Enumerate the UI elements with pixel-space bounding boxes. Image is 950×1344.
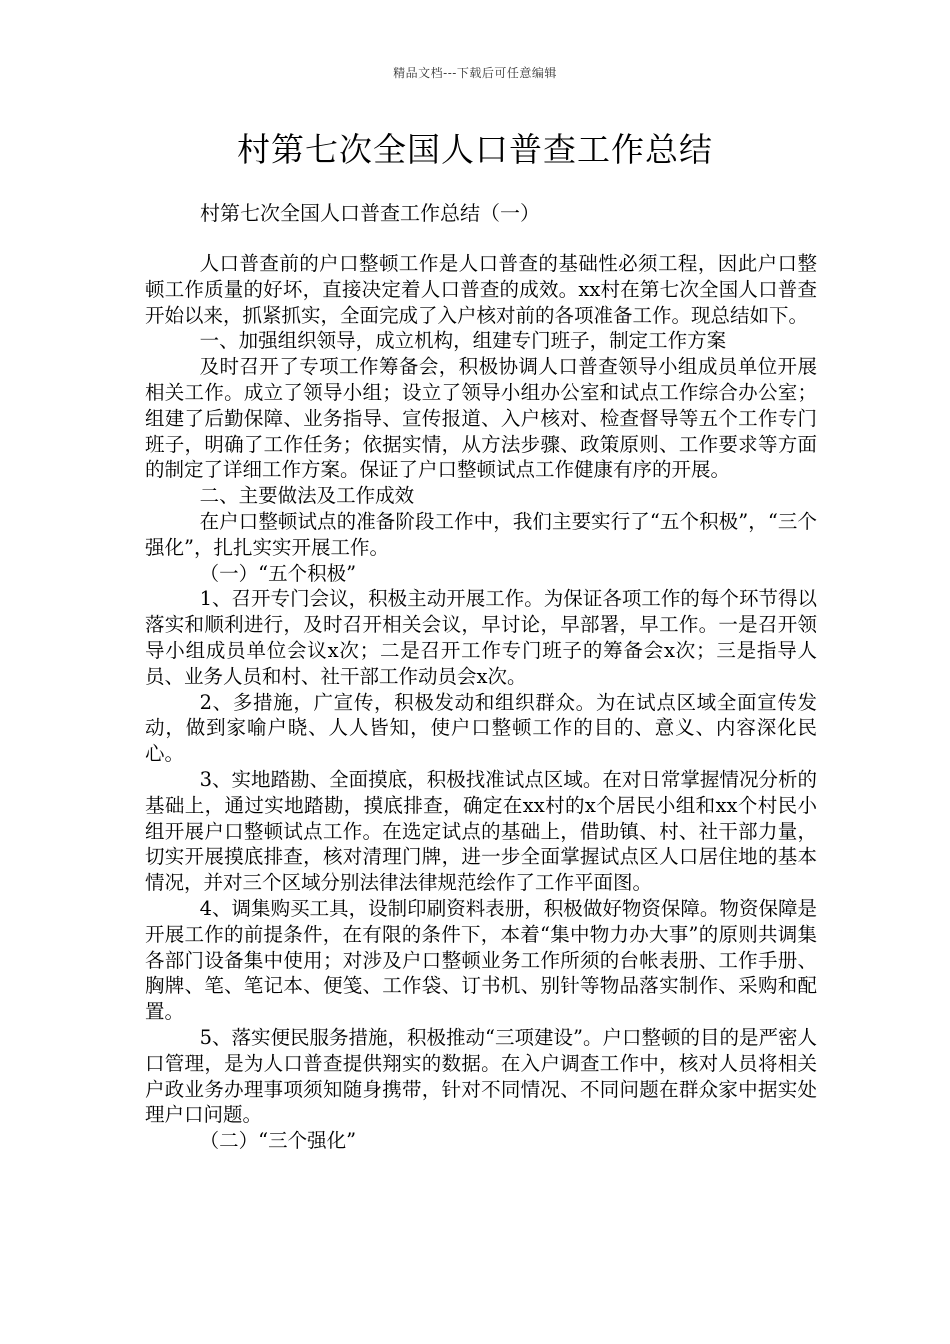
section-heading-1: 一、加强组织领导，成立机构，组建专门班子，制定工作方案	[199, 329, 727, 353]
paragraph-intro: 人口普查前的户口整顿工作是人口普查的基础性必须工程，因此户口整顿工作质量的好坏，直接决定着人口普查的成效。xx村在第七次全国人口普查开始以来，抓紧抓实，全面完成了入户核对前的各项准备工作。现总结如下。	[145, 252, 817, 327]
paragraph-item-2: 2、多措施，广宣传，积极发动和组织群众。为在试点区域全面宣传发动，做到家喻户晓、人人皆知，使户口整顿工作的目的、意义、内容深化民心。	[145, 690, 817, 766]
paragraph-item-5: 5、落实便民服务措施，积极推动“三项建设”。户口整顿的目的是严密人口管理，是为人口普查提供翔实的数据。在入户调查工作中，核对人员将相关户政业务办理事项须知随身携带，针对不同情况、不同问题在群众家中据实处理户口问题。	[145, 1025, 817, 1127]
paragraph-item-1: 1、召开专门会议，积极主动开展工作。为保证各项工作的每个环节得以落实和顺利进行，及时召开相关会议，早讨论，早部署，早工作。一是召开领导小组成员单位会议x次；二是召开工作专门班子的筹备会x次；三是指导人员、业务人员和村、社干部工作动员会x次。	[145, 587, 817, 688]
section-heading-2: 二、主要做法及工作成效	[199, 484, 415, 508]
paragraph-approach: 在户口整顿试点的准备阶段工作中，我们主要实行了“五个积极”，“三个强化”，扎扎实实开展工作。	[145, 509, 817, 559]
paragraph-item-3: 3、实地踏勘、全面摸底，积极找准试点区域。在对日常掌握情况分析的基础上，通过实地踏勘，摸底排查，确定在xx村的x个居民小组和xx个村民小组开展户口整顿试点工作。在选定试点的基础上，借助镇、村、社干部力量，切实开展摸底排查，核对清理门牌，进一步全面掌握试点区人口居住地的基本情况，并对三个区域分别法律法律规范绘作了工作平面图。	[145, 767, 817, 895]
document-title: 村第七次全国人口普查工作总结	[237, 130, 713, 169]
document-body	[145, 251, 817, 1154]
paragraph-item-4: 4、调集购买工具，设制印刷资料表册，积极做好物资保障。物资保障是开展工作的前提条件，在有限的条件下，本着“集中物力办大事”的原则共调集各部门设备集中使用；对涉及户口整顿业务工作所须的台帐表册、工作手册、胸牌、笔、笔记本、便笺、工作袋、订书机、别针等物品落实制作、采购和配置。	[145, 896, 817, 1024]
header-note: 精品文档---下载后可任意编辑	[393, 66, 557, 80]
paragraph-organization: 及时召开了专项工作筹备会，积极协调人口普查领导小组成员单位开展相关工作。成立了领导小组；设立了领导小组办公室和试点工作综合办公室；组建了后勤保障、业务指导、宣传报道、入户核对、检查督导等五个工作专门班子，明确了工作任务；依据实情，从方法步骤、政策原则、工作要求等方面的制定了详细工作方案。保证了户口整顿试点工作健康有序的开展。	[145, 355, 817, 482]
subsection-heading-three: （二）“三个强化”	[199, 1129, 357, 1153]
document-subtitle: 村第七次全国人口普查工作总结（一）	[200, 201, 540, 225]
subsection-heading-five: （一）“五个积极”	[199, 561, 357, 585]
